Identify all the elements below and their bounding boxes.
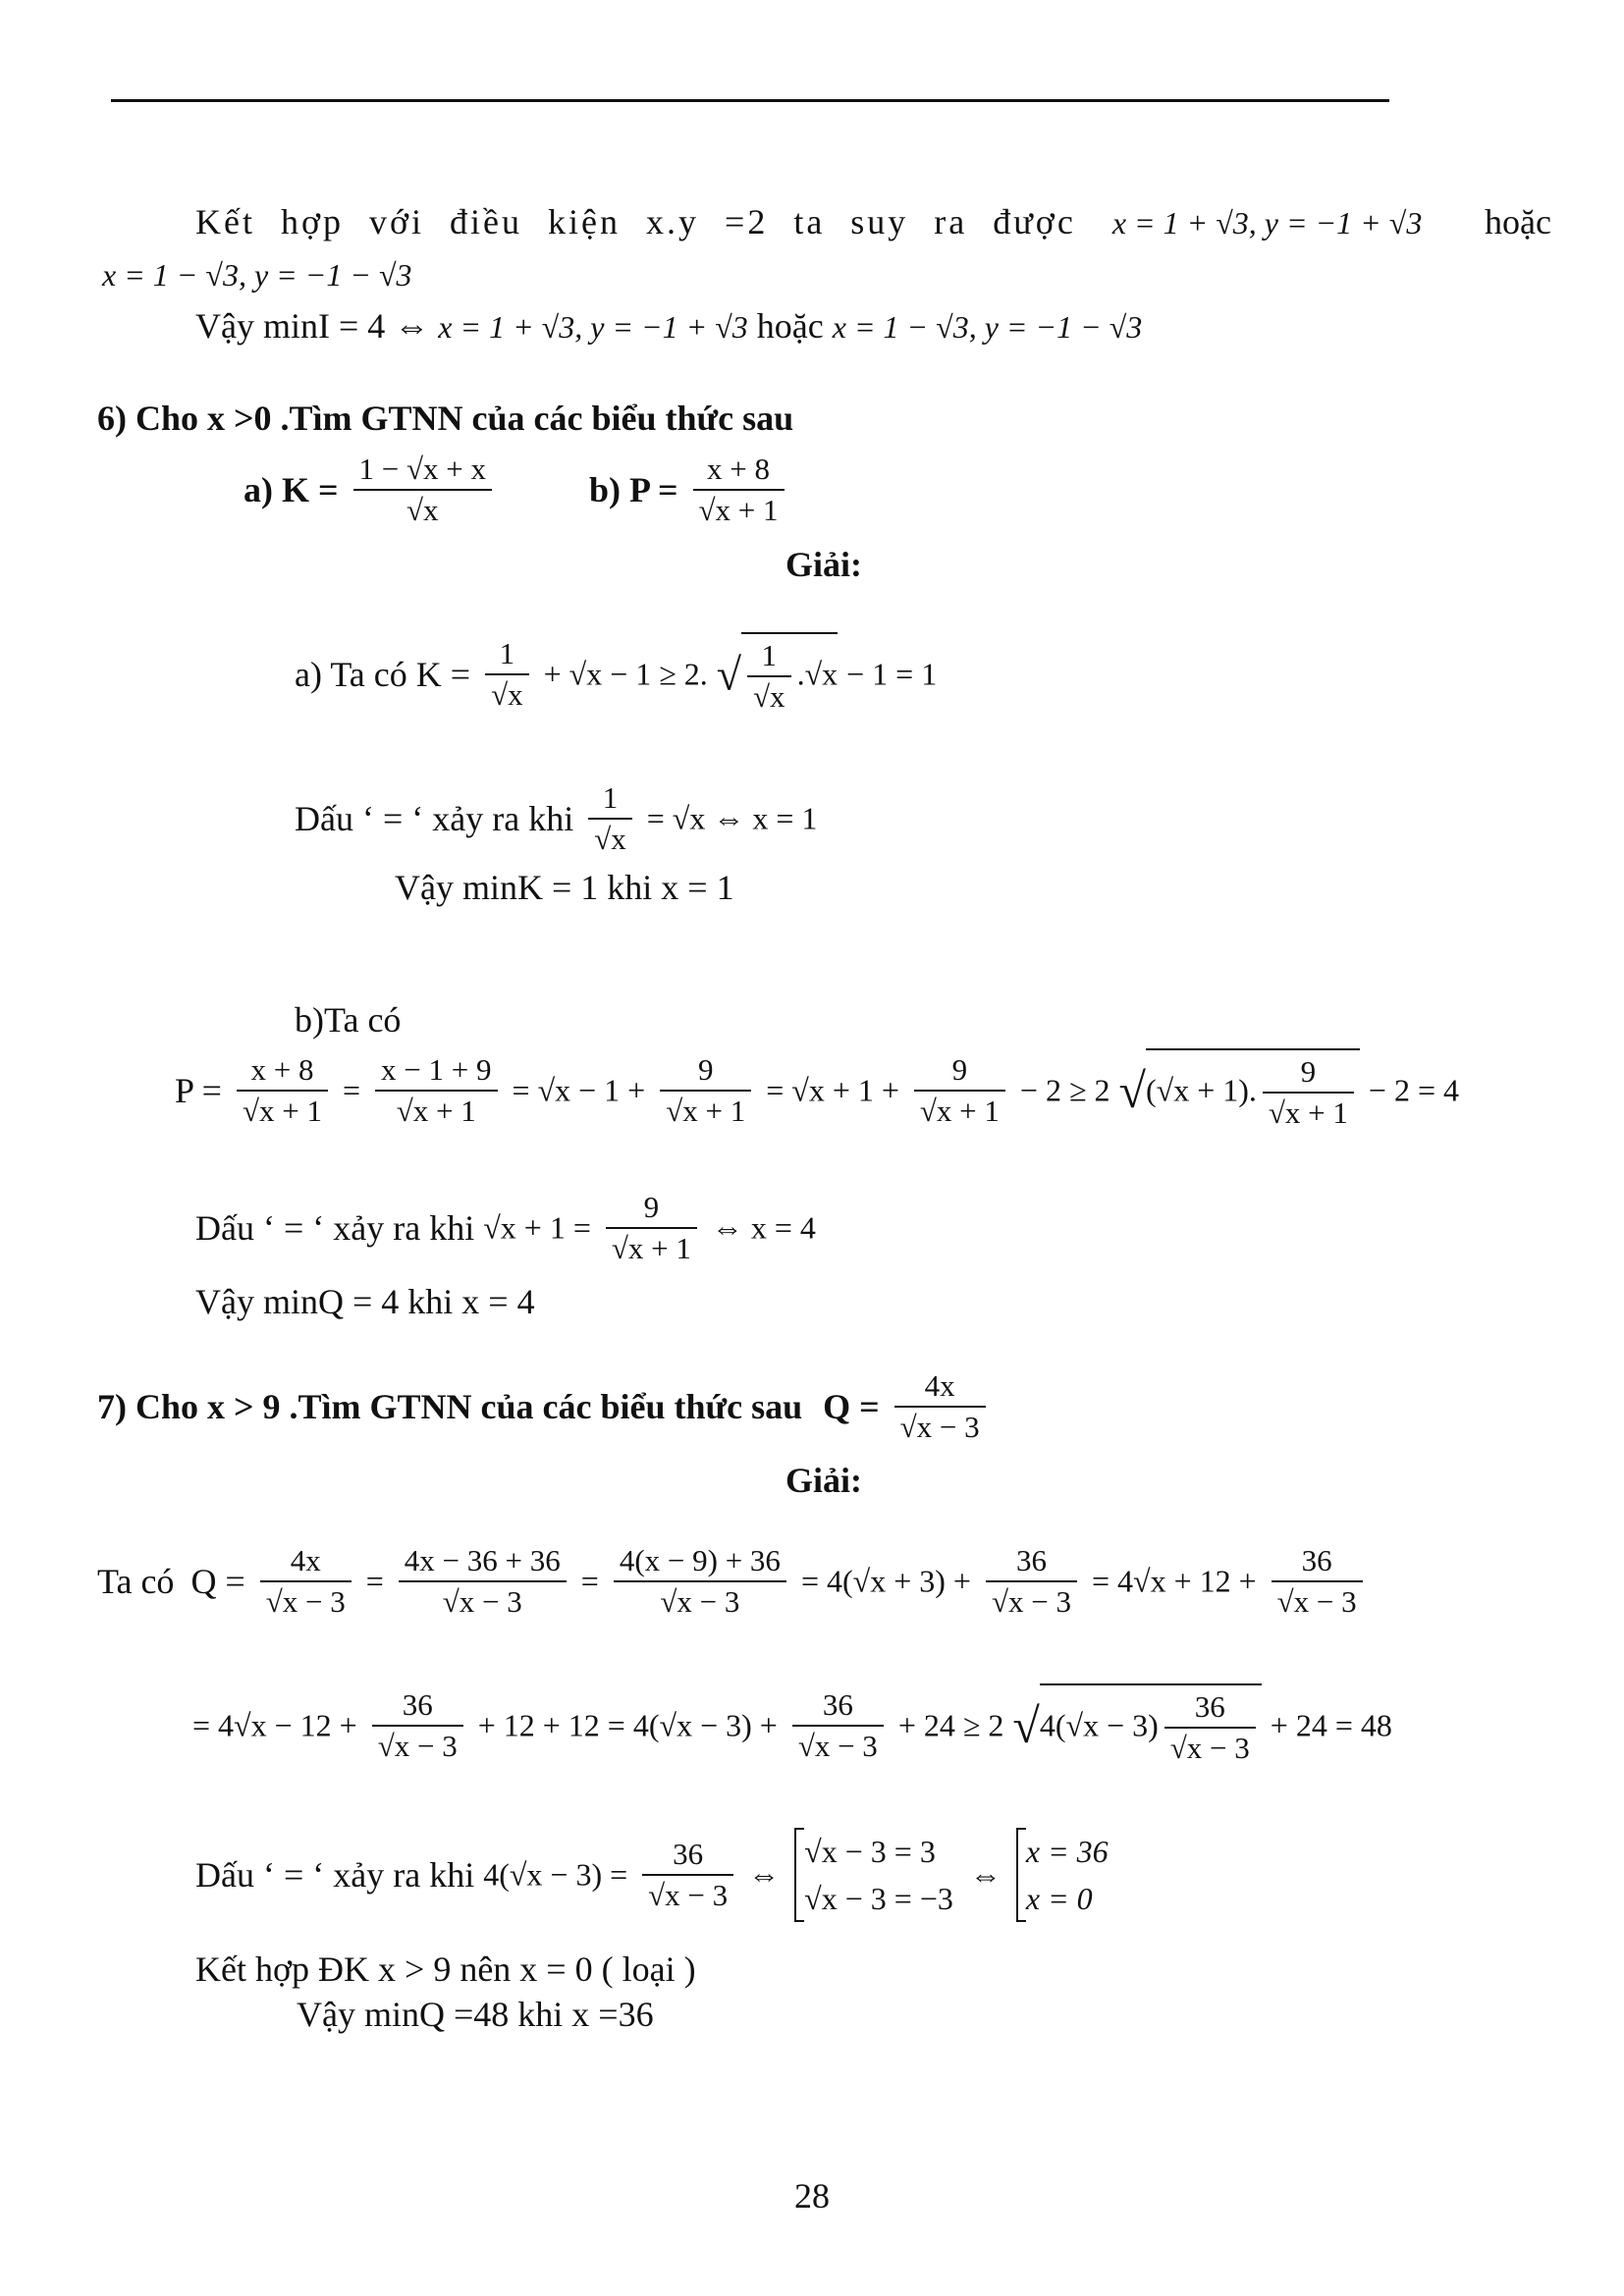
ex7-l2-rad-frac	[1164, 1687, 1256, 1768]
ex7-case2-b: x = 0	[1025, 1881, 1093, 1916]
ex6-b-frac2-num: x − 1 + 9	[381, 1052, 492, 1087]
ex6-a-eq-den: √x	[588, 818, 632, 859]
header-rule	[111, 99, 1389, 102]
ex7-l2-ge: + 24 ≥ 2	[897, 1707, 1004, 1743]
ex6-b-line	[175, 1048, 1459, 1133]
ex7-l1-eq4: = 4√x + 12 +	[1091, 1563, 1257, 1599]
ex7-l1-frac4	[986, 1541, 1077, 1622]
ex5-line1-text: Kết hợp với điều kiện x.y =2 ta suy ra được	[195, 202, 1076, 241]
ex6-b-text: b)Ta có	[295, 1000, 402, 1040]
ex6-b-radicand	[1146, 1048, 1360, 1133]
ex6-a-frac1-num: 1	[499, 636, 515, 670]
ex7-l1-frac3	[614, 1541, 786, 1622]
ex7-eq-text: Dấu ‘ = ‘ xảy ra khi	[195, 1855, 475, 1895]
ex7-l2-end: + 24 = 48	[1270, 1707, 1392, 1743]
ex7-l2-rad-den: √x − 3	[1164, 1727, 1256, 1768]
ex7-l1-eq1: =	[365, 1563, 384, 1599]
ex6-a-text: a) Ta có K =	[295, 655, 471, 694]
ex6-b-eq-frac	[606, 1188, 697, 1268]
ex5-line2-math: x = 1 − √3, y = −1 − √3	[102, 257, 412, 293]
ex6-b-eq3: = √x + 1 +	[766, 1072, 899, 1108]
ex6-a-equality	[295, 778, 817, 859]
ex7-l2-frac2	[792, 1685, 884, 1766]
ex7-heading-line	[97, 1366, 992, 1447]
ex7-q-label: Q =	[823, 1387, 880, 1426]
ex6-b-p: P =	[175, 1071, 222, 1110]
ex6-a-eq-text: Dấu ‘ = ‘ xảy ra khi	[295, 799, 574, 838]
ex7-l1-frac5-den: √x − 3	[1272, 1580, 1363, 1622]
ex6-expressions	[244, 450, 790, 530]
ex6-b-frac1	[237, 1050, 328, 1131]
ex6-a-radicand	[741, 632, 838, 717]
ex6-a-denominator: √x	[353, 489, 492, 530]
ex7-eq-iff1: ⇔	[748, 1856, 781, 1893]
ex6-b-frac3-num: 9	[697, 1052, 714, 1087]
ex7-l2-frac2-den: √x − 3	[792, 1725, 884, 1766]
ex7-l2-frac2-num: 36	[822, 1687, 853, 1722]
ex7-case1-b: √x − 3 = −3	[804, 1881, 953, 1916]
ex6-b-frac3-den: √x + 1	[660, 1090, 751, 1131]
ex6-a-rad-tail: .√x	[796, 656, 839, 692]
ex6-b-numerator: x + 8	[707, 452, 771, 486]
ex6-a-mid: + √x − 1 ≥ 2.	[543, 656, 708, 692]
ex7-eq-iff2: ⇔	[969, 1856, 1001, 1893]
ex6-b-frac2	[375, 1050, 497, 1131]
ex6-b-eq-num: 9	[643, 1190, 660, 1224]
ex5-line3	[195, 304, 1142, 348]
ex7-l1-frac4-num: 36	[1015, 1543, 1047, 1577]
ex7-l1-frac1	[260, 1541, 352, 1622]
ex7-line1	[97, 1541, 1369, 1622]
ex7-condition: Kết hợp ĐK x > 9 nên x = 0 ( loại )	[195, 1949, 696, 1989]
ex7-l1-q: Q =	[190, 1562, 245, 1601]
ex7-eq-num: 36	[673, 1837, 704, 1871]
ex7-l1-frac3-num: 4(x − 9) + 36	[619, 1543, 781, 1577]
ex5-line1-or: hoặc	[1485, 202, 1551, 241]
ex7-eq-frac	[642, 1835, 733, 1915]
bracket-bottom	[1016, 1920, 1026, 1922]
ex6-b-denominator: √x + 1	[693, 489, 785, 530]
ex6-b-conclusion: Vậy minQ = 4 khi x = 4	[195, 1282, 535, 1321]
ex6-b-frac4-den: √x + 1	[914, 1090, 1005, 1131]
ex6-solution-heading: Giải:	[785, 545, 862, 584]
ex6-b-frac3	[660, 1050, 751, 1131]
ex7-heading: 7) Cho x > 9 .Tìm GTNN của các biểu thức sau	[97, 1387, 803, 1426]
ex7-l1-frac2-den: √x − 3	[399, 1580, 567, 1622]
ex6-b-eq-lhs: √x + 1 =	[483, 1209, 591, 1246]
ex7-l1-frac5-num: 36	[1301, 1543, 1332, 1577]
ex7-l1-frac2	[399, 1541, 567, 1622]
ex7-q-frac	[894, 1366, 986, 1447]
ex6-b-eq1: =	[343, 1072, 361, 1108]
ex6-a-frac1	[485, 634, 529, 715]
ex7-l2-rad-pre: 4(√x − 3)	[1039, 1707, 1159, 1743]
ex7-eq-lhs: 4(√x − 3) =	[483, 1856, 628, 1893]
ex6-heading: 6) Cho x >0 .Tìm GTNN của các biểu thức sau	[97, 399, 794, 438]
ex7-l1-frac5	[1272, 1541, 1363, 1622]
ex5-line3-math-a: x = 1 + √3, y = −1 + √3	[438, 309, 748, 345]
ex7-q-num: 4x	[924, 1368, 955, 1403]
ex6-b-label: b) P =	[589, 470, 678, 509]
page-number: 28	[794, 2176, 830, 2216]
bracket-top	[794, 1828, 804, 1830]
ex6-b-frac2-den: √x + 1	[375, 1090, 497, 1131]
ex7-eq-den: √x − 3	[642, 1874, 733, 1915]
ex5-line1-math: x = 1 + √3, y = −1 + √3	[1111, 205, 1423, 240]
radical-sign: √	[1118, 1063, 1146, 1118]
ex7-solution-heading: Giải:	[785, 1461, 862, 1500]
ex6-a-end: − 1 = 1	[846, 656, 938, 692]
ex7-conclusion: Vậy minQ =48 khi x =36	[297, 1995, 654, 2034]
ex6-a-rad-frac	[747, 636, 791, 717]
ex6-b-eq-den: √x + 1	[606, 1227, 697, 1268]
ex7-l1-frac2-num: 4x − 36 + 36	[404, 1543, 561, 1577]
ex6-b-frac4-num: 9	[951, 1052, 968, 1087]
ex6-b-eq-text: Dấu ‘ = ‘ xảy ra khi	[195, 1208, 475, 1248]
ex6-b-frac4	[914, 1050, 1005, 1131]
ex7-line2	[192, 1683, 1392, 1768]
ex5-line1	[195, 200, 1422, 244]
ex6-b-rad-frac	[1263, 1052, 1354, 1133]
ex7-l1-eq3: = 4(√x + 3) +	[800, 1563, 971, 1599]
ex6-b-end: − 2 = 4	[1368, 1072, 1459, 1108]
ex5-line3-or: hoặc	[756, 306, 824, 346]
ex6-a-line	[295, 632, 937, 717]
ex7-equality	[195, 1828, 1109, 1922]
ex6-b-fraction	[693, 450, 785, 530]
ex7-l1-text: Ta có	[97, 1562, 175, 1601]
ex7-l2-frac1	[372, 1685, 463, 1766]
ex7-l2-frac1-den: √x − 3	[372, 1725, 463, 1766]
ex6-a-rad-num: 1	[761, 638, 778, 672]
ex6-a-eq-frac	[588, 778, 632, 859]
ex6-b-rad-den: √x + 1	[1263, 1092, 1354, 1133]
ex6-a-eq-num: 1	[602, 780, 619, 815]
radical-sign: √	[716, 649, 742, 700]
bracket-bottom	[794, 1920, 804, 1922]
ex7-l2-rad-num: 36	[1194, 1689, 1225, 1724]
ex6-b-equality	[195, 1188, 816, 1268]
ex6-b-frac1-den: √x + 1	[237, 1090, 328, 1131]
ex7-l1-frac1-den: √x − 3	[260, 1580, 352, 1622]
ex6-a-conclusion: Vậy minK = 1 khi x = 1	[395, 868, 734, 907]
ex7-l2-radicand	[1040, 1683, 1262, 1768]
ex7-case2-a: x = 36	[1025, 1834, 1109, 1869]
bracket-top	[1016, 1828, 1026, 1830]
ex6-a-label: a) K =	[244, 470, 339, 509]
ex6-a-eq-tail: = √x ⇔ x = 1	[646, 800, 818, 836]
ex7-q-den: √x − 3	[894, 1406, 986, 1447]
ex7-l1-frac4-den: √x − 3	[986, 1580, 1077, 1622]
ex5-line3-math-b: x = 1 − √3, y = −1 − √3	[832, 309, 1143, 345]
ex6-b-eq2: = √x − 1 +	[512, 1072, 646, 1108]
ex7-l1-eq2: =	[580, 1563, 599, 1599]
ex6-b-eq-tail: ⇔ x = 4	[711, 1209, 816, 1246]
ex6-a-frac1-den: √x	[485, 673, 529, 715]
ex7-l2-frac1-num: 36	[402, 1687, 433, 1722]
ex6-a-fraction	[353, 450, 492, 530]
ex6-a-rad-den: √x	[747, 675, 791, 717]
ex6-b-rad-num: 9	[1300, 1054, 1317, 1089]
ex7-l2-pre: = 4√x − 12 +	[192, 1707, 357, 1743]
ex7-l1-frac1-num: 4x	[290, 1543, 321, 1577]
ex7-case-bracket-1	[794, 1828, 953, 1922]
ex6-b-eq4: − 2 ≥ 2	[1019, 1072, 1110, 1108]
ex6-b-rad-pre: (√x + 1).	[1145, 1072, 1257, 1108]
ex6-a-numerator: 1 − √x + x	[358, 452, 486, 486]
ex7-case1-a: √x − 3 = 3	[804, 1834, 936, 1869]
radical-sign: √	[1012, 1698, 1040, 1753]
ex7-l1-frac3-den: √x − 3	[614, 1580, 786, 1622]
ex6-b-frac1-num: x + 8	[250, 1052, 314, 1087]
ex7-l2-mid: + 12 + 12 = 4(√x − 3) +	[477, 1707, 778, 1743]
ex7-case-bracket-2	[1016, 1828, 1109, 1922]
ex5-line3-text: Vậy minI = 4 ⇔	[195, 306, 430, 346]
